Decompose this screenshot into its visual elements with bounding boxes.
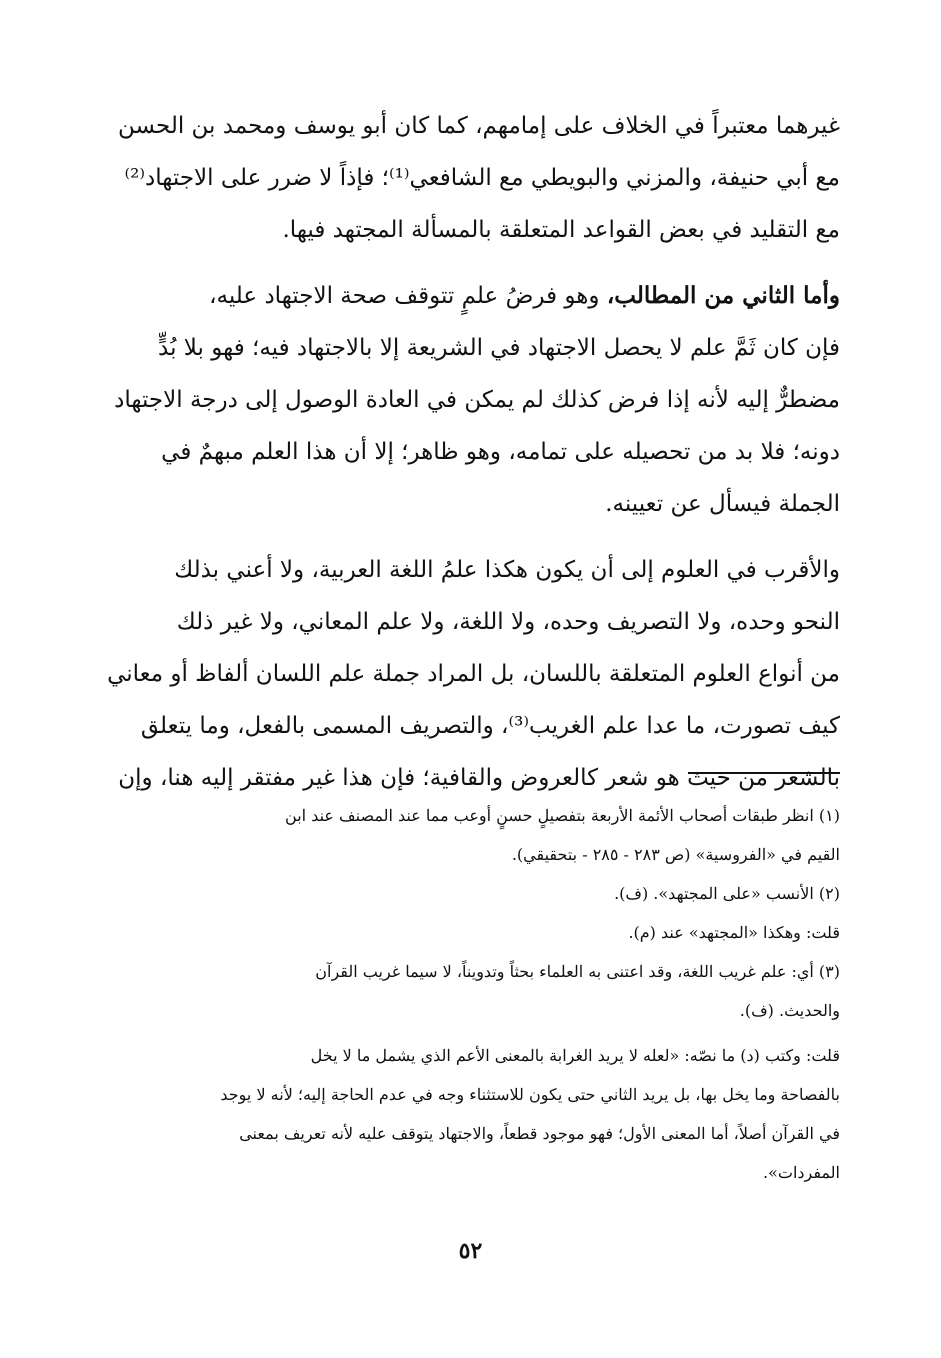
text-line: الجملة فيسأل عن تعيينه. <box>605 491 840 517</box>
text-line: بالشعر من حيث هو شعر كالعروض والقافية؛ فإن هذا غير مفتقر إليه هنا، وإن <box>118 765 840 791</box>
text-line: النحو وحده، ولا التصريف وحده، ولا اللغة، ولا علم المعاني، ولا غير ذلك <box>176 609 840 635</box>
footnote-line: (١) انظر طبقات أصحاب الأئمة الأربعة بتفصيلٍ حسنٍ أوعب مما عند المصنف عند ابن <box>285 806 840 825</box>
text-span: وهو فرضُ علمٍ تتوقف صحة الاجتهاد عليه، <box>209 283 607 309</box>
footnote-separator <box>688 772 840 774</box>
footnote-line: المفردات». <box>763 1163 840 1182</box>
text-line: من أنواع العلوم المتعلقة باللسان، بل المراد جملة علم اللسان ألفاظ أو معاني <box>107 661 840 687</box>
footnotes <box>102 796 840 1192</box>
text-line: والأقرب في العلوم إلى أن يكون هكذا علمُ اللغة العربية، ولا أعني بذلك <box>174 557 840 583</box>
footnote-line: (٣) أي: علم غريب اللغة، وقد اعتنى به العلماء بحثاً وتدويناً، لا سيما غريب القرآن <box>315 962 840 981</box>
paragraph-gap <box>102 256 840 270</box>
paragraph-2-first-line <box>102 270 840 322</box>
text-line: غيرهما معتبراً في الخلاف على إمامهم، كما كان أبو يوسف ومحمد بن الحسن <box>117 113 840 139</box>
page-number: ٥٢ <box>458 1238 483 1264</box>
footnote-line: قلت: وهكذا «المجتهد» عند (م). <box>628 923 840 942</box>
main-text <box>102 100 840 804</box>
paragraph-gap <box>102 530 840 544</box>
footnote-line: قلت: وكتب (د) ما نصّه: «لعله لا يريد الغرابة بالمعنى الأعم الذي يشمل ما لا يخل <box>310 1046 840 1065</box>
footnote-line: بالفصاحة وما يخل بها، بل يريد الثاني حتى يكون للاستثناء وجه في عدم الحاجة إليه؛ لأنه لا يوجد <box>220 1085 840 1104</box>
text-line: مع التقليد في بعض القواعد المتعلقة بالمسألة المجتهد فيها. <box>282 217 840 243</box>
section-heading: وأما الثاني من المطالب، <box>606 282 840 309</box>
text-line: مع أبي حنيفة، والمزني والبويطي مع الشافعي⁽¹⁾؛ فإذاً لا ضرر على الاجتهاد⁽²⁾ <box>124 165 840 191</box>
footnote-line: في القرآن أصلاً، أما المعنى الأول؛ فهو موجود قطعاً، والاجتهاد يتوقف عليه لأنه تعريف بمعنى <box>239 1124 840 1143</box>
text-line: دونه؛ فلا بد من تحصيله على تمامه، وهو ظاهر؛ إلا أن هذا العلم مبهمٌ في <box>161 439 840 465</box>
footnote-line: القيم في «الفروسية» (ص ٢٨٣ - ٢٨٥ - بتحقيقي). <box>511 845 840 864</box>
footnote-line: والحديث. (ف). <box>739 1001 840 1020</box>
text-line: مضطرٌّ إليه لأنه إذا فرض كذلك لم يمكن في العادة الوصول إلى درجة الاجتهاد <box>114 387 840 413</box>
text-line: كيف تصورت، ما عدا علم الغريب⁽³⁾، والتصريف المسمى بالفعل، وما يتعلق <box>140 713 840 739</box>
footnote-line: (٢) الأنسب «على المجتهد». (ف). <box>614 884 840 903</box>
text-line: فإن كان ثَمَّ علم لا يحصل الاجتهاد في الشريعة إلا بالاجتهاد فيه؛ فهو بلا بُدٍّ <box>158 335 840 361</box>
